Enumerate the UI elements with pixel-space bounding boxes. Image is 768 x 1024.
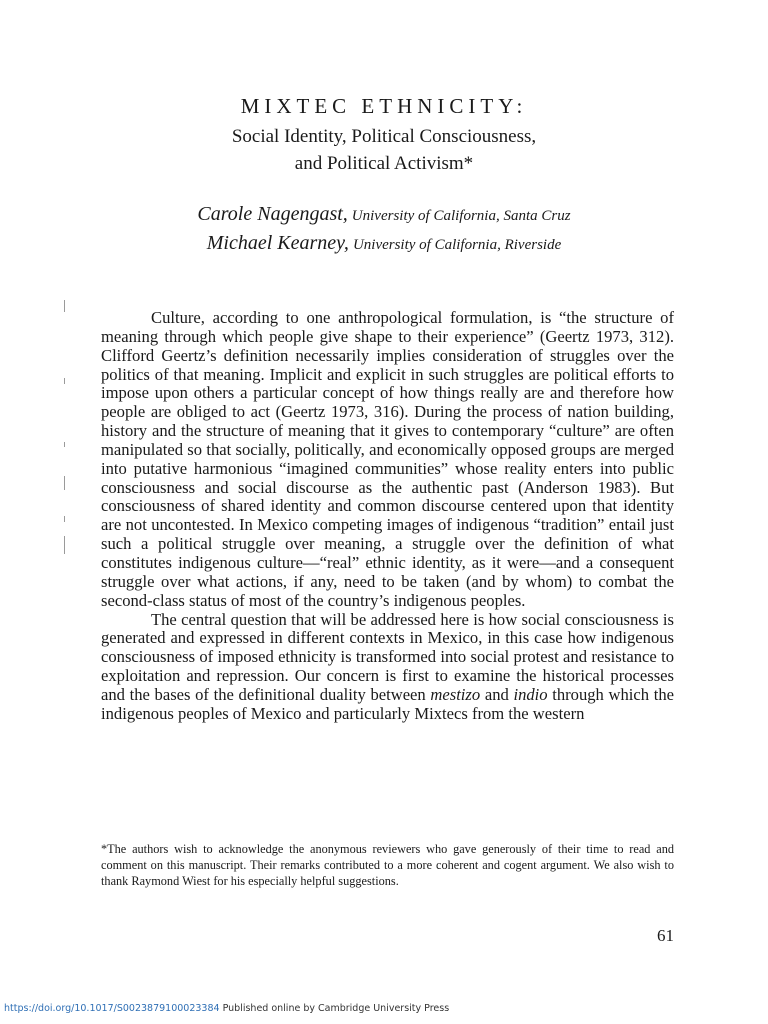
author-1 [0,203,768,226]
term-mestizo: mestizo [430,684,481,704]
author-2-name: Michael Kearney, [206,232,349,254]
author-1-affiliation: University of California, Santa Cruz [351,208,571,224]
article-title: MIXTEC ETHNICITY: [240,94,528,118]
body-paragraph-2 [101,611,674,724]
doi-link[interactable]: https://doi.org/10.1017/S0023879100023384 [4,1003,220,1014]
paragraph-2-text-start: The central question that will be addressed here is how social consciousness is generated and expressed in different contexts in Mexico, in this case how indigenous consciousness of imposed ethnicity is transformed into social protest and resistance to exploitation and repression. Our concern is first to examine the historical processes and the bases of the definitional duality between [101,609,674,704]
connector-and: and [480,684,514,704]
article-subtitle-line-1: Social Identity, Political Consciousness, [231,126,537,147]
author-2 [0,232,768,255]
publisher-note: Published online by Cambridge University Press [219,1003,450,1014]
margin-marks [64,300,68,560]
paragraph-2-text-end: through which the indigenous peoples of Mexico and particularly Mixtecs from the western [101,684,674,723]
acknowledgement-footnote: *The authors wish to acknowledge the anonymous reviewers who gave generously of their time to read and comment on this manuscript. Their remarks contributed to a more coherent and cogent argument. We also wish to thank Raymond Wiest for his especially helpful suggestions. [101,842,674,889]
author-1-name: Carole Nagengast, [197,203,348,225]
author-2-affiliation: University of California, Riverside [352,237,562,253]
page-number: 61 [657,926,674,945]
body-paragraph-1: Culture, according to one anthropological formulation, is “the structure of meaning through which people give shape to their experience” (Geertz 1973, 312). Clifford Geertz’s definition necessarily implies consideration of struggles over the politics of that meaning. Implicit and explicit in such struggles are political efforts to impose upon others a particular concept of how things really are and therefore how people are obliged to act (Geertz 1973, 316). During the process of nation building, history and the structure of meaning that it gives to contemporary “culture” are often manipulated so that socially, politically, and economically opposed groups are merged into putative harmonious “imagined communities” whose reality enters into public consciousness and social discourse as the authentic past (Anderson 1983). But consciousness of shared identity and common discourse centered upon that identity are not uncontested. In Mexico competing images of indigenous “tradition” entail just such a political struggle over meaning, a struggle over the definition of what constitutes indigenous culture—“real” ethnic identity, as it were—and a consequent struggle over what actions, if any, need to be taken (and by whom) to combat the second-class status of most of the country’s indigenous peoples. [101,308,674,610]
article-body [101,309,674,724]
article-subtitle-line-2: and Political Activism* [294,153,474,174]
term-indio: indio [513,684,548,704]
doi-footer [4,1003,449,1014]
